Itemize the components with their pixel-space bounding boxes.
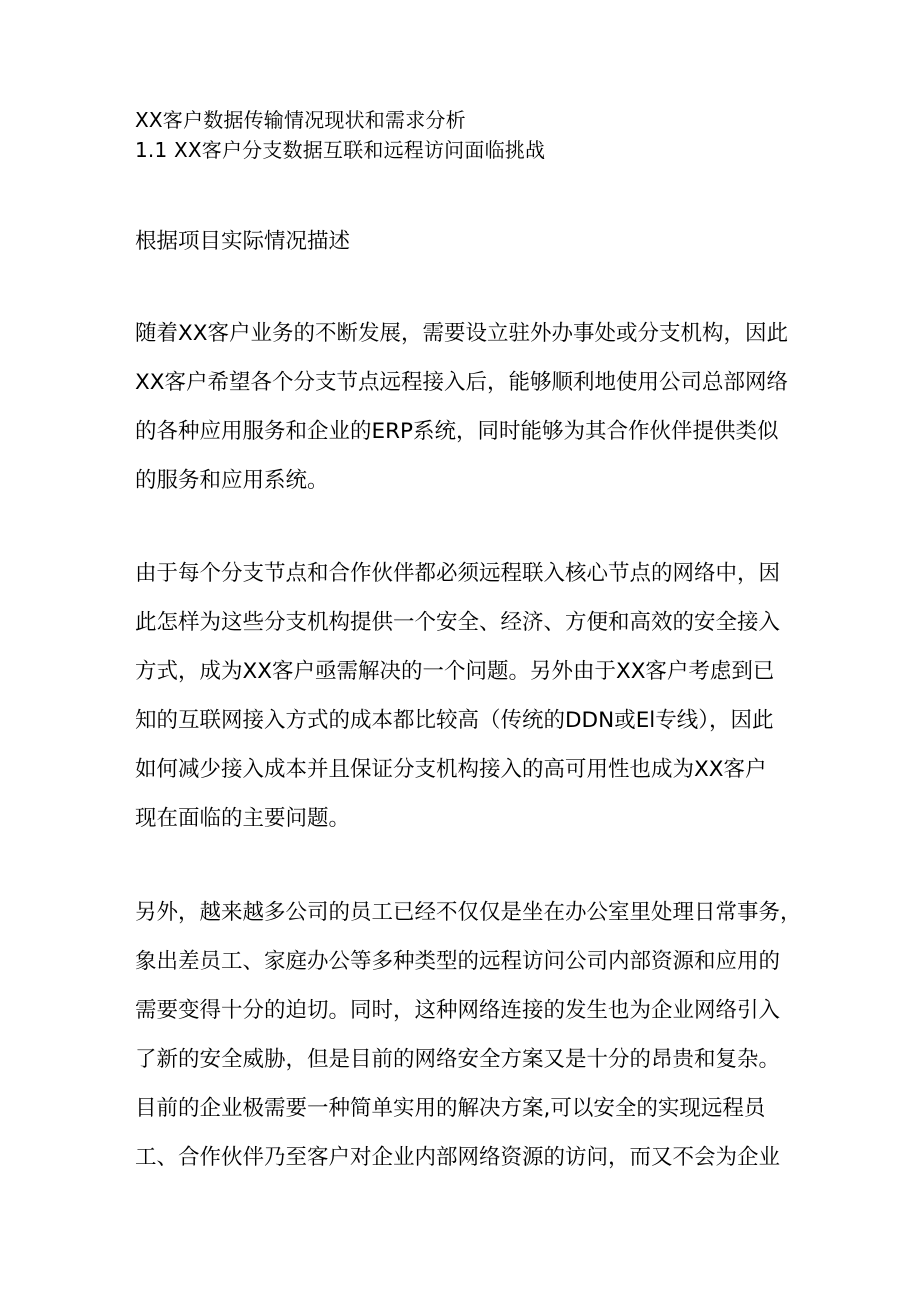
paragraph-line: 方式，成为XX客户亟需解决的一个问题。另外由于XX客户考虑到已 bbox=[135, 659, 775, 684]
intro-text: 根据项目实际情况描述 bbox=[135, 229, 351, 254]
paragraph-line: 现在面临的主要问题。 bbox=[135, 806, 351, 831]
paragraph-line: 了新的安全威胁，但是目前的网络安全方案又是十分的昂贵和复杂。 bbox=[135, 1047, 781, 1072]
paragraph-line: 工、合作伙伴乃至客户对企业内部网络资源的访问，而又不会为企业 bbox=[135, 1145, 781, 1170]
document-title: XX客户数据传输情况现状和需求分析 bbox=[135, 108, 466, 132]
paragraph-line: 如何减少接入成本并且保证分支机构接入的高可用性也成为XX客户 bbox=[135, 757, 767, 782]
paragraph-line: 象出差员工、家庭办公等多种类型的远程访问公司内部资源和应用的 bbox=[135, 949, 781, 974]
paragraph-line: XX客户希望各个分支节点远程接入后，能够顺利地使用公司总部网络 bbox=[135, 370, 788, 395]
paragraph-line: 的各种应用服务和企业的ERP系统，同时能够为其合作伙伴提供类似 bbox=[135, 419, 779, 444]
paragraph-line: 另外，越来越多公司的员工已经不仅仅是坐在办公室里处理日常事务， bbox=[135, 900, 802, 925]
paragraph-line: 知的互联网接入方式的成本都比较高（传统的DDN或El专线），因此 bbox=[135, 708, 774, 733]
paragraph-line: 随着XX客户业务的不断发展，需要设立驻外办事处或分支机构，因此 bbox=[135, 321, 788, 346]
paragraph-line: 目前的企业极需要一种简单实用的解决方案,可以安全的实现远程员 bbox=[135, 1096, 766, 1121]
paragraph-line: 由于每个分支节点和合作伙伴都必须远程联入核心节点的网络中，因 bbox=[135, 561, 781, 586]
section-heading: 1.1 XX客户分支数据互联和远程访问面临挑战 bbox=[135, 138, 546, 162]
paragraph-line: 需要变得十分的迫切。同时，这种网络连接的发生也为企业网络引入 bbox=[135, 998, 781, 1023]
paragraph-line: 此怎样为这些分支机构提供一个安全、经济、方便和高效的安全接入 bbox=[135, 610, 781, 635]
paragraph-line: 的服务和应用系统。 bbox=[135, 468, 329, 493]
